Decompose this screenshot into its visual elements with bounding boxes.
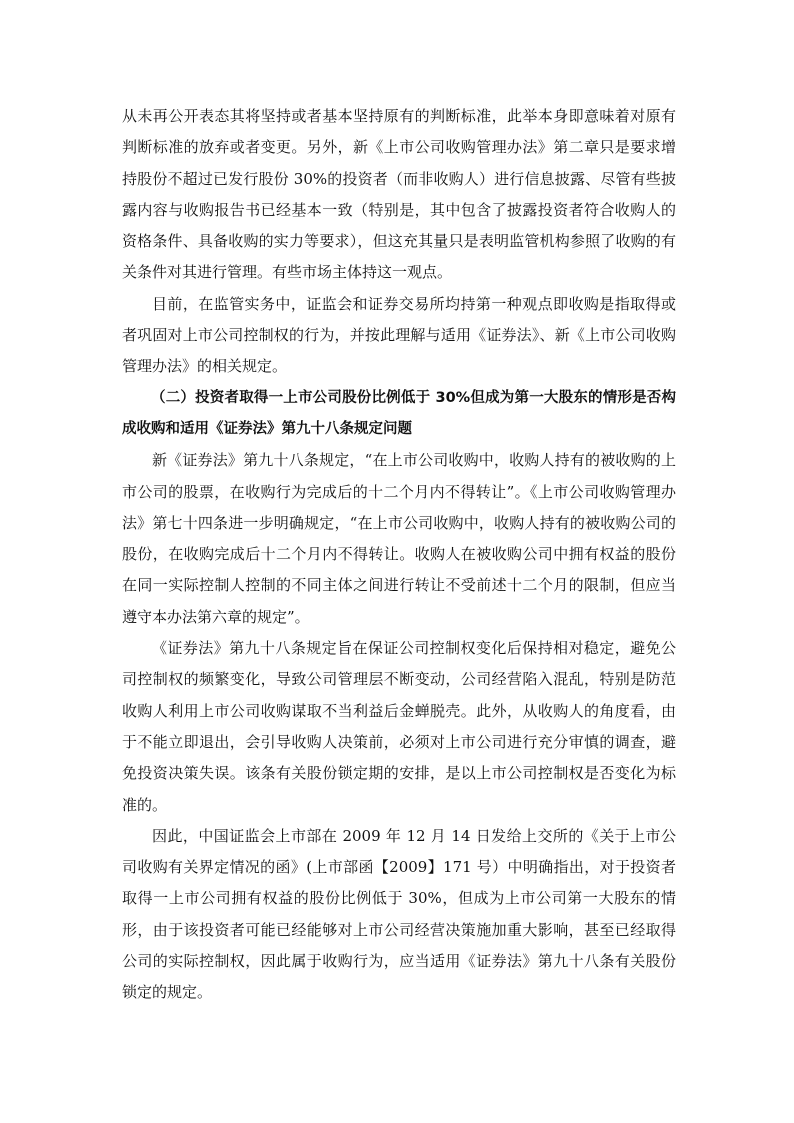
paragraph-continuation: 从未再公开表态其将坚持或者基本坚持原有的判断标准，此举本身即意味着对原有判断标准的放弃或者变更。另外，新《上市公司收购管理办法》第二章只是要求增持股份不超过已发行股份 30%的投资者（而非收购人）进行信息披露、尽管有些披露内容与收购报告书已经基本一致（特别是，其中包含了披露投资者符合收购人的资格条件、具备收购的实力等要求），但这充其量只是表明监管机构参照了收购的有关条件对其进行管理。有些市场主体持这一观点。 xyxy=(122,107,676,282)
section-heading: （二）投资者取得一上市公司股份比例低于 30%但成为第一大股东的情形是否构成收购和适用《证券法》第九十八条规定问题 xyxy=(122,389,676,437)
paragraph-csrc-letter: 因此，中国证监会上市部在 2009 年 12 月 14 日发给上交所的《关于上市公司收购有关界定情况的函》(上市部函【2009】171 号）中明确指出，对于投资者取得一上市公司拥有权益的股份比例低于 30%，但成为上市公司第一大股东的情形，由于该投资者可能已经能够对上市公司经营决策施加重大影响，甚至已经取得公司的实际控制权，因此属于收购行为，应当适用《证券法》第九十八条有关股份锁定的规定。 xyxy=(122,826,676,1002)
paragraph-current-practice: 目前，在监管实务中，证监会和证券交易所均持第一种观点即收购是指取得或者巩固对上市公司控制权的行为，并按此理解与适用《证券法》、新《上市公司收购管理办法》的相关规定。 xyxy=(122,294,676,376)
paragraph-article-purpose: 《证券法》第九十八条规定旨在保证公司控制权变化后保持相对稳定，避免公司控制权的频繁变化，导致公司管理层不断变动，公司经营陷入混乱，特别是防范收购人利用上市公司收购谋取不当利益后金蝉脱壳。此外，从收购人的角度看，由于不能立即退出，会引导收购人决策前，必须对上市公司进行充分审慎的调查，避免投资决策失误。该条有关股份锁定期的安排，是以上市公司控制权是否变化为标准的。 xyxy=(122,639,676,814)
paragraph-securities-law-article: 新《证券法》第九十八条规定，“在上市公司收购中，收购人持有的被收购的上市公司的股票，在收购行为完成后的十二个月内不得转让”。《上市公司收购管理办法》第七十四条进一步明确规定，“在上市公司收购中，收购人持有的被收购公司的股份，在收购完成后十二个月内不得转让。收购人在被收购公司中拥有权益的股份在同一实际控制人控制的不同主体之间进行转让不受前述十二个月的限制，但应当遵守本办法第六章的规定”。 xyxy=(122,451,676,626)
document-body xyxy=(122,101,676,1009)
